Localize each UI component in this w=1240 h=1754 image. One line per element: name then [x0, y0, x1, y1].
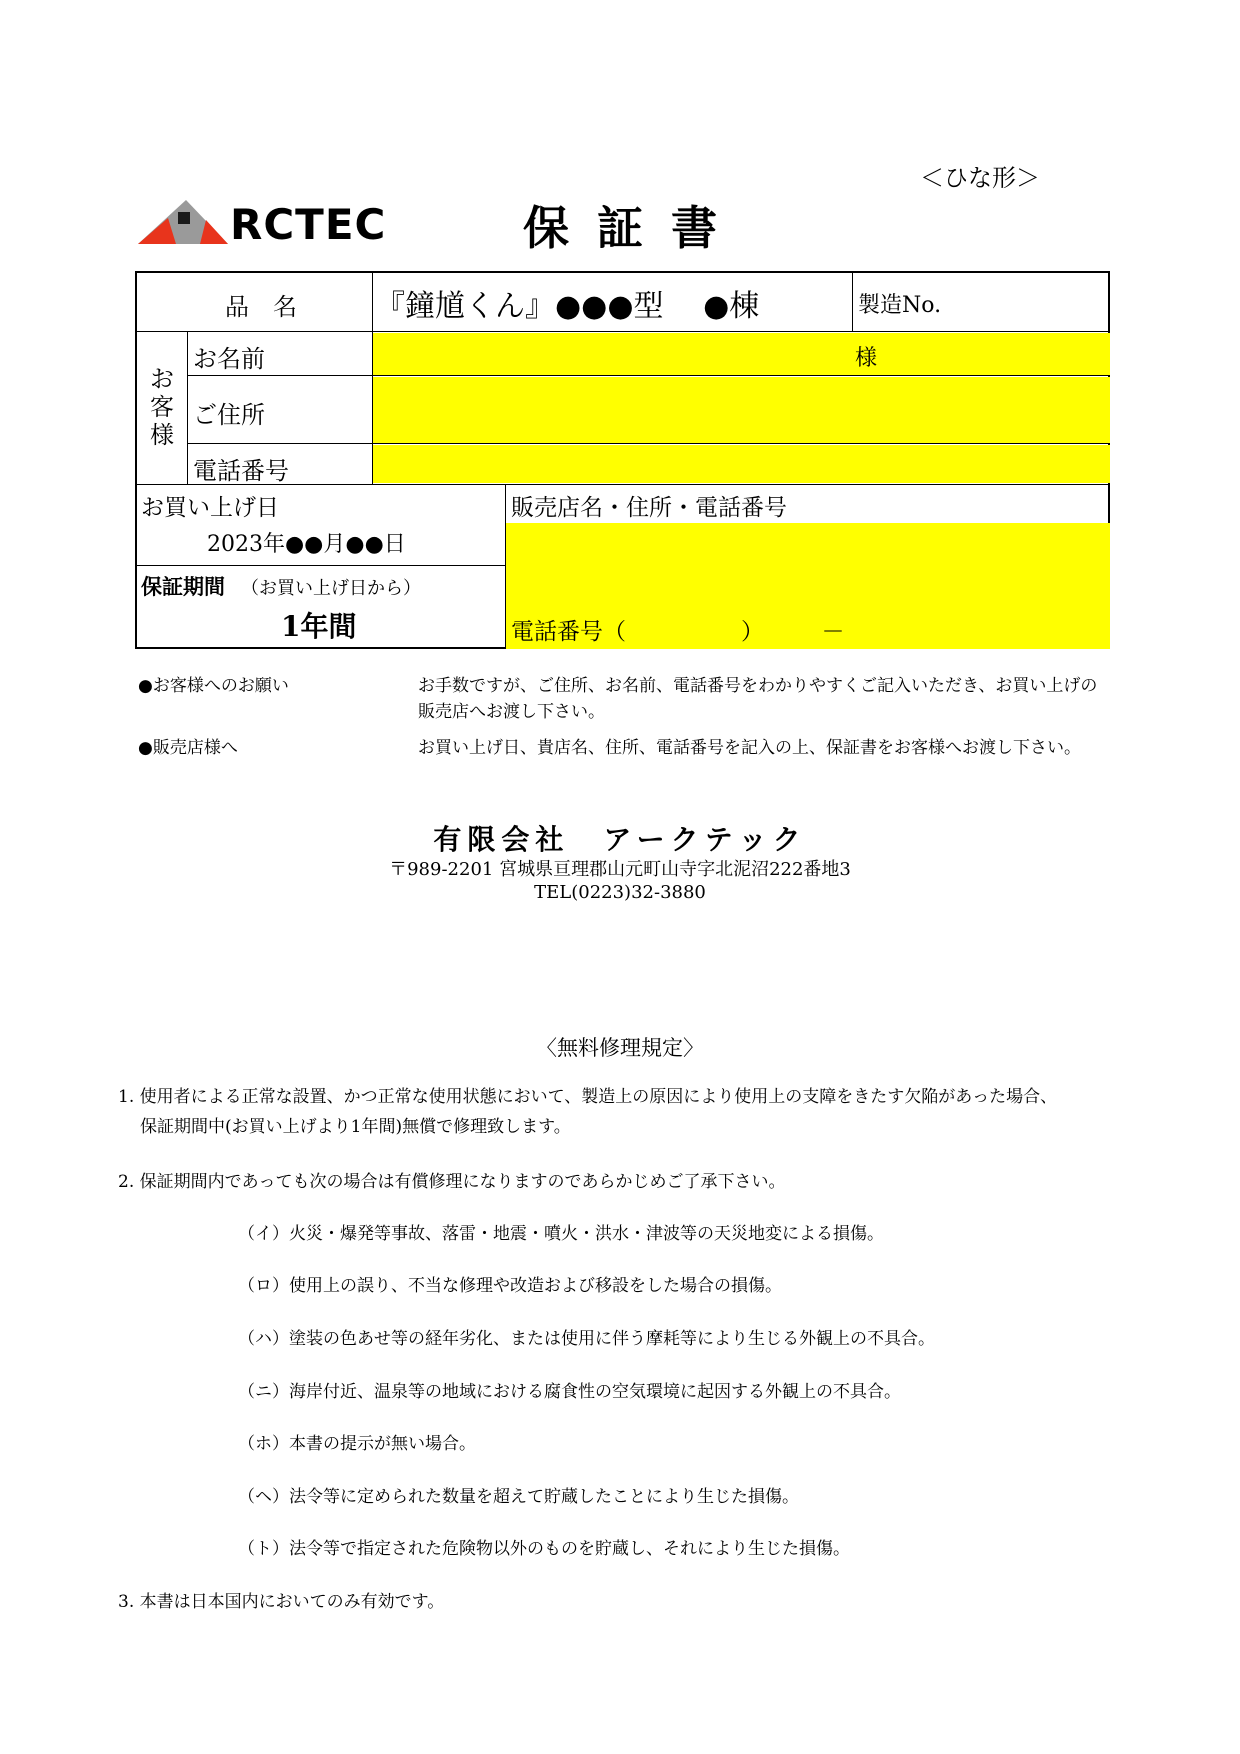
warranty-form — [135, 271, 1110, 649]
document-title: 保証書 — [523, 201, 745, 255]
company-name: 有限会社 アークテック — [433, 823, 807, 856]
request-customer-label: ●お客様へのお願い — [138, 676, 289, 696]
phone-label: 電話番号 — [193, 457, 289, 485]
logo-text: RCTEC — [230, 200, 387, 249]
rules-title: 〈無料修理規定〉 — [536, 1036, 704, 1060]
phone-field[interactable] — [373, 445, 1110, 483]
sub-rule-ho: （ホ）本書の提示が無い場合。 — [238, 1434, 476, 1454]
serial-label: 製造No. — [858, 293, 942, 318]
warranty-period-note: （お買い上げ日から） — [241, 578, 421, 599]
company-address: 〒989-2201 宮城県亘理郡山元町山寺字北泥沼222番地3 — [389, 859, 851, 880]
sub-rule-i: （イ）火災・爆発等事故、落雷・地震・噴火・洪水・津波等の天災地変による損傷。 — [238, 1224, 884, 1244]
warranty-period-label: 保証期間 — [141, 575, 225, 599]
sub-rule-ni: （ニ）海岸付近、温泉等の地域における腐食性の空気環境に起因する外観上の不具合。 — [238, 1382, 901, 1402]
request-store-text: お買い上げ日、貴店名、住所、電話番号を記入の上、保証書をお客様へお渡し下さい。 — [418, 738, 1081, 758]
request-customer-text-2: 販売店へお渡し下さい。 — [418, 702, 605, 722]
customer-label — [149, 365, 175, 449]
sub-rule-he: （ヘ）法令等に定められた数量を超えて貯蔵したことにより生じた損傷。 — [238, 1487, 799, 1507]
product-value: 『鐘馗くん』●●●型 ●棟 — [375, 289, 760, 324]
sub-rule-ha: （ハ）塗装の色あせ等の経年劣化、または使用に伴う摩耗等により生じる外観上の不具合。 — [238, 1329, 935, 1349]
store-label: 販売店名・住所・電話番号 — [511, 495, 787, 521]
rule-3: 3. 本書は日本国内においてのみ有効です。 — [118, 1592, 445, 1612]
warranty-period-value: 1年間 — [281, 610, 357, 643]
name-field[interactable] — [373, 333, 1110, 375]
name-suffix: 様 — [855, 346, 878, 371]
sub-rule-ro: （ロ）使用上の誤り、不当な修理や改造および移設をした場合の損傷。 — [238, 1276, 782, 1296]
request-store-label: ●販売店様へ — [138, 738, 238, 758]
name-label: お名前 — [193, 345, 265, 373]
purchase-date-value[interactable]: 2023年●●月●●日 — [207, 532, 406, 557]
rule-1-line-1: 1. 使用者による正常な設置、かつ正常な使用状態において、製造上の原因により使用上の支障をきたす欠陥があった場合、 — [118, 1087, 1058, 1107]
sub-rule-to: （ト）法令等で指定された危険物以外のものを貯蔵し、それにより生じた損傷。 — [238, 1539, 850, 1559]
template-note: ＜ひな形＞ — [920, 164, 1040, 192]
address-field[interactable] — [373, 377, 1110, 443]
request-customer-text-1: お手数ですが、ご住所、お名前、電話番号をわかりやすくご記入いただき、お買い上げの — [418, 676, 1098, 696]
store-phone-label: 電話番号（ ） － — [511, 619, 845, 645]
purchase-date-label: お買い上げ日 — [141, 495, 279, 521]
customer-label-text: お客様 — [150, 365, 174, 449]
rule-1-line-2: 保証期間中(お買い上げより1年間)無償で修理致します。 — [140, 1117, 571, 1137]
product-label: 品 名 — [225, 293, 297, 321]
rule-2: 2. 保証期間内であっても次の場合は有償修理になりますのであらかじめご了承下さい。 — [118, 1172, 786, 1192]
company-tel: TEL(0223)32-3880 — [534, 882, 706, 903]
address-label: ご住所 — [193, 401, 265, 429]
